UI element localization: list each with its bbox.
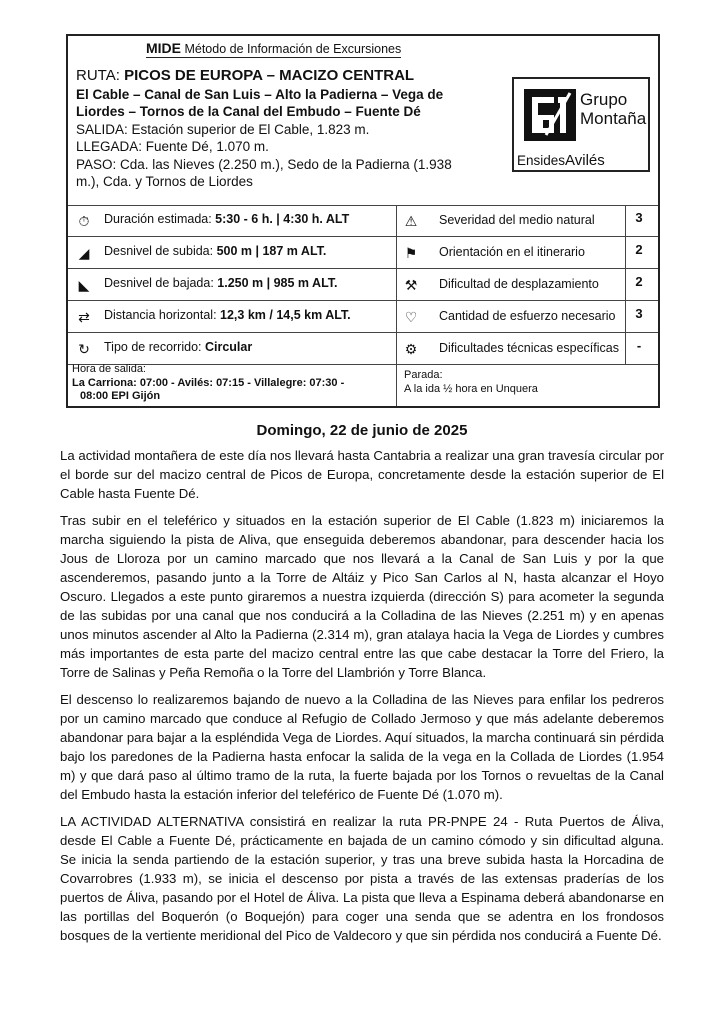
mide-info-box xyxy=(66,34,660,408)
description xyxy=(60,446,664,953)
hora-line-2: 08:00 EPI Gijón xyxy=(80,390,161,402)
row-text xyxy=(104,212,349,226)
warning-icon: ⚠ xyxy=(404,213,418,229)
logo-line-2: Montaña xyxy=(580,109,647,128)
ruta-label: RUTA: xyxy=(76,67,125,84)
logo-aviles: Avilés xyxy=(565,152,605,169)
row-text xyxy=(104,340,252,354)
paragraph: La actividad montañera de este día nos llevará hasta Cantabria a realizar una gran travesía circular por el borde sur del macizo central de Picos de Europa, concretamente desde la estación superior de El Cable hasta Fuente Dé. xyxy=(60,448,664,501)
effort-heart-icon: ♡ xyxy=(404,309,418,325)
row-right xyxy=(397,301,626,332)
row-criterion: Severidad del medio natural xyxy=(439,213,595,227)
route-header xyxy=(68,36,658,206)
mide-rows xyxy=(68,205,658,365)
parada-value: A la ida ½ hora en Unquera xyxy=(404,383,538,395)
descent-icon: ◣ xyxy=(78,277,90,293)
ruta-value: PICOS DE EUROPA – MACIZO CENTRAL xyxy=(124,67,415,84)
row-left xyxy=(68,333,397,364)
distance-arrows-icon: ⇄ xyxy=(78,309,90,325)
row-score: - xyxy=(636,338,642,353)
row-score-cell xyxy=(626,237,658,268)
row-label: Distancia horizontal: xyxy=(104,308,221,322)
event-date: Domingo, 22 de junio de 2025 xyxy=(256,422,468,439)
row-text xyxy=(104,244,326,258)
row-score: 3 xyxy=(635,210,643,225)
row-text xyxy=(104,276,338,290)
paragraph: Tras subir en el teleférico y situados en la estación superior de El Cable (1.823 m) iniciaremos la marcha siguiendo la pista de Aliva, que enseguida deberemos abandonar, para descender hacia los Jous de Lloroza por un camino marcado que nos llevará a la Canal de San Luis y por la que ascenderemos, pasando junto a la Torre de Altáiz y Pico San Carlos al N, hasta alcanzar el Hoyo Oscuro. Llegados a este punto giraremos a nuestra izquierda (dirección S) para acometer la segunda de las subidas por una canal que nos conducirá a la Colladina de las Nieves (2.251 m) y en apenas unos minutos ascender al Alto la Padierna (2.314 m), gran atalaya hacia la Vega de Liordes y cumbres más importantes de esta parte del macizo central entre las que cabe destacar la Torre del Friero, la Torre de Salinas y Peña Remoña o la Torre del Llambrión y Torre Blanca. xyxy=(60,513,664,680)
row-score: 3 xyxy=(635,306,643,321)
technical-icon: ⚙ xyxy=(404,341,418,357)
ascent-icon: ◢ xyxy=(78,245,90,261)
row-right xyxy=(397,205,626,236)
mide-title xyxy=(146,40,401,58)
row-score: 2 xyxy=(635,274,643,289)
mide-subtitle: Método de Información de Excursiones xyxy=(181,42,402,56)
row-left xyxy=(68,205,397,236)
llegada: LLEGADA: Fuente Dé, 1.070 m. xyxy=(76,139,269,154)
logo-ensides: Ensides xyxy=(517,153,566,168)
mide-row xyxy=(68,205,658,237)
mide-acronym: MIDE xyxy=(146,40,181,56)
logo-line-1: Grupo xyxy=(580,90,628,109)
row-score-cell xyxy=(626,205,658,236)
row-value: 500 m | 187 m ALT. xyxy=(216,244,327,258)
salida: SALIDA: Estación superior de El Cable, 1.823 m. xyxy=(76,121,370,137)
row-score: 2 xyxy=(635,242,643,257)
paragraph: LA ACTIVIDAD ALTERNATIVA consistirá en realizar la ruta PR-PNPE 24 - Ruta Puertos de Áliva, desde El Cable a Fuente Dé, prácticamente en bajada de un camino cómodo y sin dificultad alguna. Se inicia la senda partiendo de la estación superior, y tras una breve subida hasta la Horcadina de Covarrobres (1.933 m), se inicia el descenso por pista a través de las extensas praderías de los puertos de Áliva, pasando por el Hotel de Áliva. La pista que lleva a Espinama deberá abandonarse en las portillas del Boquerón (o Boquejón) para coger una senda que se adentra en los frondosos bosques de la vertiente meridional del Pico de Valdecoro y que sin pérdida nos conducirá a Fuente Dé. xyxy=(60,814,664,943)
route-info xyxy=(76,67,488,191)
route-line-1 xyxy=(76,86,488,104)
row-value: Circular xyxy=(204,340,253,354)
parada-label: Parada: xyxy=(404,369,443,381)
row-right xyxy=(397,333,626,364)
row-criterion: Orientación en el itinerario xyxy=(439,245,585,259)
logo-line-3 xyxy=(517,152,605,169)
hora-line-1: La Carriona: 07:00 - Avilés: 07:15 - Villalegre: 07:30 - xyxy=(72,377,345,389)
route-line-2-text: Liordes – Tornos de la Canal del Embudo – Fuente Dé xyxy=(76,104,421,119)
stopwatch-icon: ⏱ xyxy=(78,213,90,229)
club-logo-mark-icon xyxy=(524,89,576,141)
row-score-cell xyxy=(626,301,658,332)
stop-info xyxy=(397,361,658,406)
paragraph: El descenso lo realizaremos bajando de nuevo a la Colladina de las Nieves para enfilar los pedreros por un camino marcado que conduce al Refugio de Collado Jermoso y que más adelante deberemos abandonar para bajar a la espléndida Vega de Liordes. Aquí situados, la marcha continuará sin pérdida bajo los paredones de la Padierna hasta enfocar la salida de la vega en la Collada de Liordes (1.954 m) y que dará paso al último tramo de la ruta, la fuerte bajada por los Tornos o revueltas de la Canal del Embudo hasta la estación inferior del teleférico de Fuente Dé (1.070 m). xyxy=(60,692,664,802)
row-score-cell xyxy=(626,333,658,364)
route-line-1-text: El Cable – Canal de San Luis – Alto la Padierna – Vega de xyxy=(76,86,444,102)
row-right xyxy=(397,237,626,268)
row-text xyxy=(104,308,351,322)
paso-line-1: PASO: Cda. las Nieves (2.250 m.), Sedo de la Padierna (1.938 xyxy=(76,156,452,172)
orientation-icon: ⚑ xyxy=(404,245,418,261)
circular-route-icon: ↻ xyxy=(78,341,90,357)
row-left xyxy=(68,301,397,332)
row-right xyxy=(397,269,626,300)
hora-label: Hora de salida: xyxy=(72,363,146,375)
row-criterion: Cantidad de esfuerzo necesario xyxy=(439,309,616,323)
row-label: Duración estimada: xyxy=(104,212,216,226)
paso-line-2: m.), Cda. y Tornos de Liordes xyxy=(76,174,253,189)
row-value: 12,3 km / 14,5 km ALT. xyxy=(220,308,351,322)
mide-row xyxy=(68,237,658,269)
row-left xyxy=(68,237,397,268)
row-criterion: Dificultad de desplazamiento xyxy=(439,277,599,291)
club-logo xyxy=(512,77,650,172)
row-label: Tipo de recorrido: xyxy=(104,340,205,354)
boot-icon: ⚒ xyxy=(404,277,418,293)
row-value: 1.250 m | 985 m ALT. xyxy=(217,276,338,290)
row-criterion: Dificultades técnicas específicas xyxy=(439,341,619,355)
row-value: 5:30 - 6 h. | 4:30 h. ALT xyxy=(215,212,350,226)
row-label: Desnivel de bajada: xyxy=(104,276,218,290)
departure-info xyxy=(68,361,658,406)
mide-row xyxy=(68,269,658,301)
route-name xyxy=(76,67,488,85)
row-left xyxy=(68,269,397,300)
departure-times xyxy=(68,361,397,406)
row-score-cell xyxy=(626,269,658,300)
mide-row xyxy=(68,301,658,333)
row-label: Desnivel de subida: xyxy=(104,244,217,258)
route-line-2 xyxy=(76,103,488,121)
